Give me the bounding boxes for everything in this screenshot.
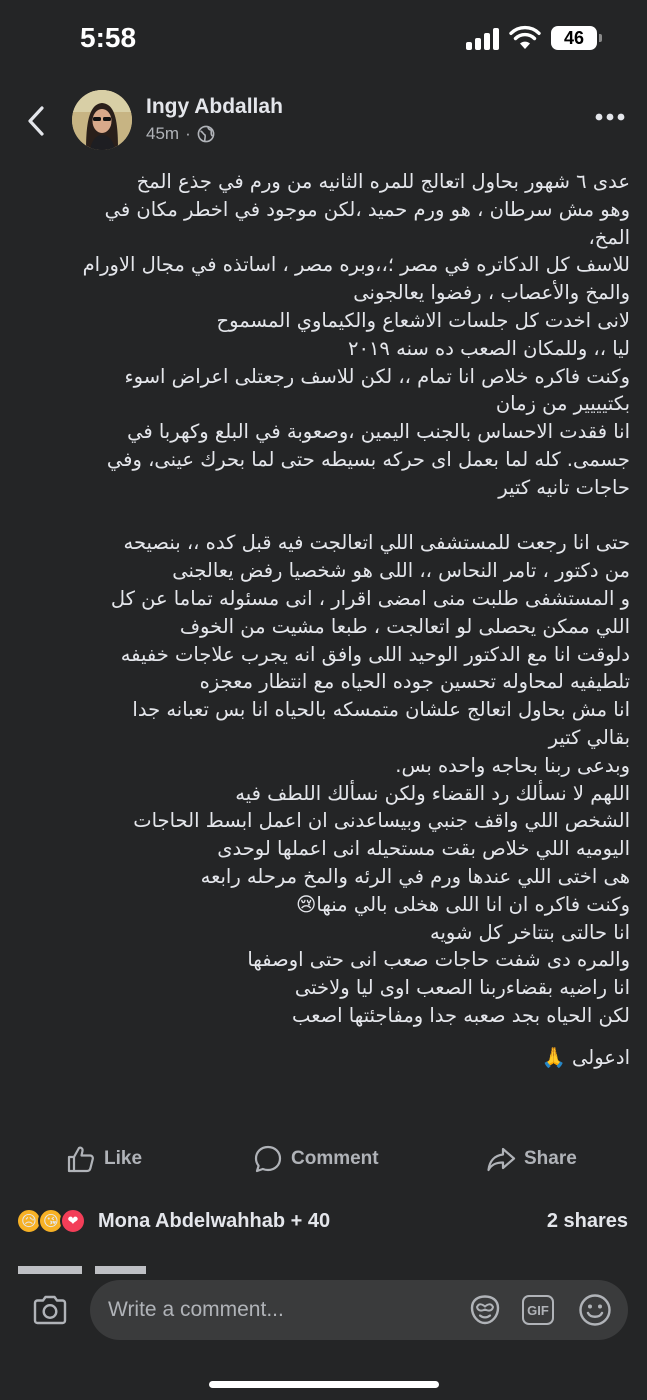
post-text-line: اللهم لا نسألك رد القضاء ولكن نسألك اللطف فيه <box>235 781 630 805</box>
post-text-line: عدى ٦ شهور بحاول اتعالج للمره الثانيه من ورم في جذع المخ <box>136 170 630 193</box>
reaction-emojis <box>16 1208 82 1234</box>
post-text-line: الشخص اللي واقف جنبي وبيساعدنى ان اعمل ابسط الحاجات <box>133 809 630 833</box>
post-text-line: للاسف كل الدكاتره في مصر ؛،،وبره مصر ، اساتذه في مجال الاورام <box>82 253 630 277</box>
post-text-line <box>18 502 630 530</box>
love-reaction-icon: ❤ <box>60 1208 86 1234</box>
post-text-line: وكنت فاكره ان انا اللى هخلى بالي منها😢 <box>296 892 630 916</box>
post-time[interactable]: 45m <box>146 124 180 143</box>
post-text-line: هى اختى اللي عندها ورم في الرئه والمخ مرحله رابعه <box>200 864 630 888</box>
comment-icon <box>253 1144 283 1174</box>
post-text-line: بقالي كتير <box>548 725 630 749</box>
emoji-icon[interactable] <box>578 1293 612 1327</box>
author-name[interactable]: Ingy Abdallah <box>146 95 283 118</box>
post-text-line: اليوميه اللي خلاص بقت مستحيله انى اعملها لوحدى <box>217 837 630 861</box>
more-horizontal-icon[interactable] <box>594 112 626 122</box>
globe-icon <box>197 125 215 143</box>
like-button[interactable] <box>66 1144 142 1174</box>
share-label: Share <box>524 1148 577 1169</box>
post-text-line: حاجات تانيه كتير <box>498 475 630 499</box>
post-text-line: حتى انا رجعت للمستشفى اللي اتعالجت فيه قبل كده ،، بنصيحه <box>123 531 630 555</box>
post-text-line: من دكتور ، تامر النحاس ،، اللى هو شخصيا رفض يعالجنى <box>172 559 630 583</box>
comment-placeholder: Write a comment... <box>108 1298 284 1321</box>
post-closing-line: ادعولى 🙏 <box>541 1045 630 1069</box>
share-arrow-icon <box>486 1144 516 1174</box>
cellular-signal-icon <box>466 28 500 50</box>
reactors-summary[interactable]: Mona Abdelwahhab + 40 <box>98 1210 331 1232</box>
post-text-line: وبدعى ربنا بحاجه واحده بس. <box>395 753 630 777</box>
post-text-line: بكتيييير من زمان <box>495 392 630 416</box>
battery-indicator: 46 <box>551 26 597 50</box>
post-text-line: انا حالتى بتتاخر كل شويه <box>430 920 630 944</box>
post-text-line: اللي ممكن يحصلى لو اتعالجت ، طبعا مشيت من الخوف <box>179 614 630 638</box>
comment-button[interactable] <box>253 1144 379 1174</box>
share-button[interactable] <box>486 1144 577 1174</box>
post-header <box>0 86 647 156</box>
status-time: 5:58 <box>80 22 137 53</box>
reactions-summary[interactable] <box>16 1208 631 1238</box>
like-label: Like <box>104 1148 143 1169</box>
author-avatar[interactable] <box>72 90 132 150</box>
post-text-line: انا راضيه بقضاءربنا الصعب اوى ليا ولاختى <box>294 976 630 1000</box>
partially-hidden-comment <box>18 1262 198 1274</box>
status-bar <box>0 0 647 78</box>
post-text-line: لكن الحياه بجد صعبه جدا ومفاجئتها اصعب <box>292 1003 630 1027</box>
post-actions <box>0 1144 647 1184</box>
comment-input[interactable] <box>90 1280 628 1340</box>
post-text-line: تلطيفيه لمحاوله تحسين جوده الحياه مع انتظار معجزه <box>199 670 630 694</box>
home-indicator <box>209 1381 439 1388</box>
wifi-icon <box>509 25 541 51</box>
post-text-line: والمخ والأعصاب ، رفضوا يعالجونى <box>353 281 630 305</box>
post-meta: 45m · <box>146 124 215 144</box>
post-text-line: و المستشفى طلبت منى امضى اقرار ، انى مسئوله تماما عن كل <box>110 586 630 610</box>
post-text-line: لانى اخدت كل جلسات الاشعاع والكيماوي المسموح <box>216 308 630 332</box>
post-text-line: والمره دى شفت حاجات صعب انى حتى اوصفها <box>247 948 630 972</box>
chevron-left-icon[interactable] <box>24 104 50 138</box>
post-text <box>18 168 630 1072</box>
camera-icon[interactable] <box>32 1294 68 1326</box>
post-text-line: وهو مش سرطان ، هو ورم حميد ،لكن موجود في اخطر مكان في <box>104 197 630 221</box>
care-reaction-icon: 😘 <box>38 1208 64 1234</box>
post-text-line: دلوقت انا مع الدكتور الوحيد اللى وافق انه يجرب علاجات خفيفه <box>120 642 630 666</box>
gif-icon[interactable]: GIF <box>522 1295 554 1325</box>
sad-reaction-icon: 😥 <box>16 1208 42 1234</box>
avatar-sticker-icon[interactable] <box>468 1294 502 1326</box>
post-text-line: المخ، <box>588 225 630 249</box>
thumbs-up-icon <box>66 1144 96 1174</box>
post-text-line: جسمى. كله لما بعمل اى حركه بسيطه حتى لما بحرك عينى، وفي <box>106 447 630 471</box>
shares-count[interactable]: 2 shares <box>546 1210 628 1232</box>
post-text-line: انا فقدت الاحساس بالجنب اليمين ،وصعوبة في البلع وكهربا في <box>127 420 630 444</box>
post-text-line: ليا ،، وللمكان الصعب ده سنه ٢٠١٩ <box>348 336 630 360</box>
comment-label: Comment <box>291 1148 379 1169</box>
post-text-line: وكنت فاكره خلاص انا تمام ،، لكن للاسف رجعتلى اعراض اسوء <box>124 364 630 388</box>
post-text-line: انا مش بحاول اتعالج علشان متمسكه بالحياه انا بس تعبانه جدا <box>132 698 630 722</box>
